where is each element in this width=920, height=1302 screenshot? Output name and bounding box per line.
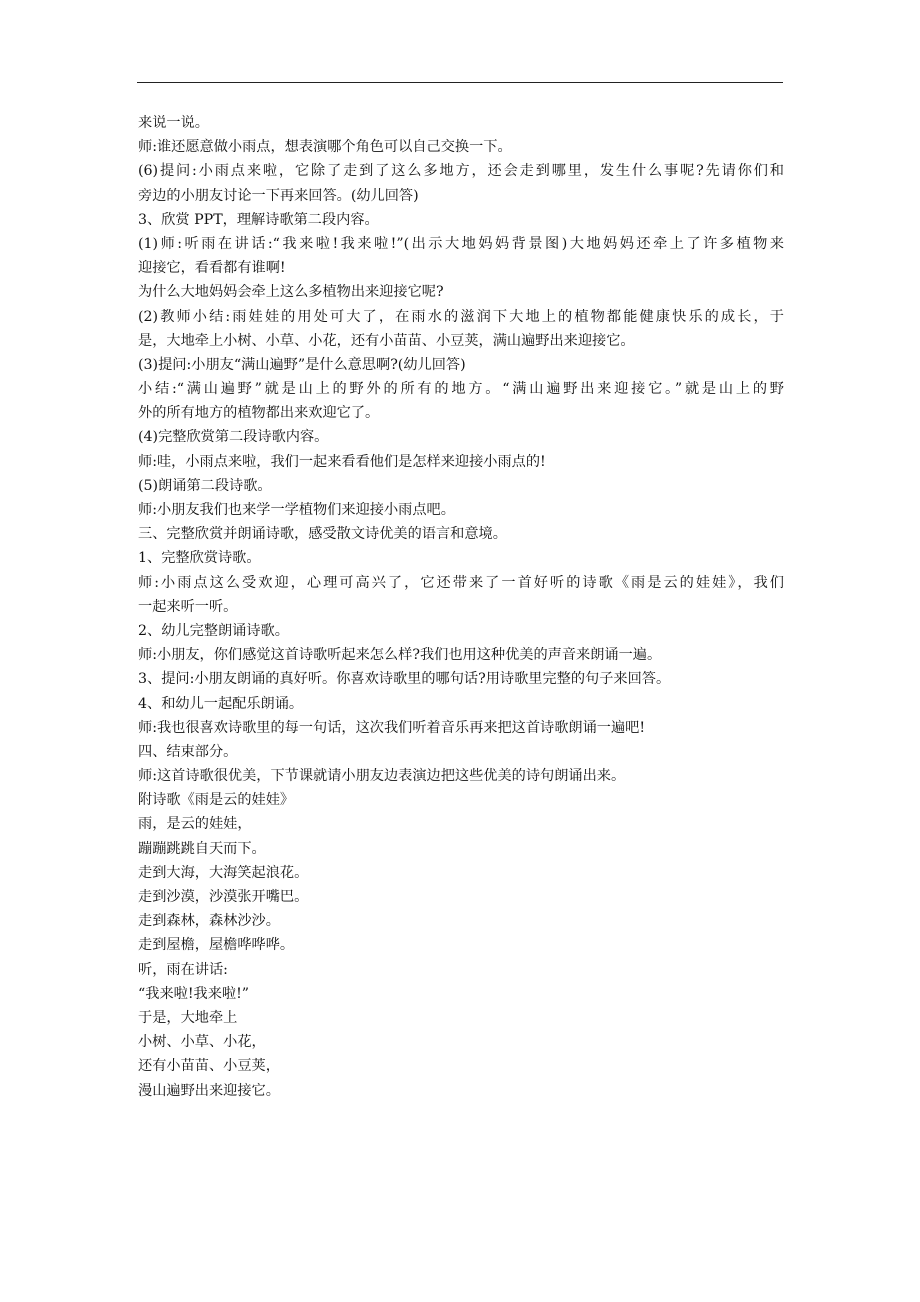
text-line: (4)完整欣赏第二段诗歌内容。 [138,429,329,446]
text-line: 师:谁还愿意做小雨点，想表演哪个角色可以自己交换一下。 [138,139,512,156]
text-line: 来说一说。 [138,115,209,131]
text-line: 小结:“满山遍野”就是山上的野外的所有的地方。“满山遍野出来迎接它。”就是山上的野 [138,381,784,398]
text-line: 迎接它，看看都有谁啊! [138,260,286,277]
poem-line: 雨，是云的娃娃， [138,816,252,833]
poem-line: 漫山遍野出来迎接它。 [138,1082,280,1099]
text-line: 1、完整欣赏诗歌。 [138,550,261,567]
poem-title: 附诗歌《雨是云的娃娃》 [138,792,295,809]
text-line: 师:小朋友，你们感觉这首诗歌听起来怎么样?我们也用这种优美的声音来朗诵一遍。 [138,647,662,664]
section-heading: 三、完整欣赏并朗诵诗歌，感受散文诗优美的语言和意境。 [138,526,507,543]
text-line: 一起来听一听。 [138,598,238,615]
poem-line: 于是，大地牵上 [138,1009,238,1026]
poem-line: 小树、小草、小花， [138,1034,266,1051]
text-line: 4、和幼儿一起配乐朗诵。 [138,695,304,712]
text-line: 外的所有地方的植物都出来欢迎它了。 [138,405,380,422]
text-line: (6)提问:小雨点来啦，它除了走到了这么多地方，还会走到哪里，发生什么事呢?先请你们和 [138,163,784,180]
header-rule [137,82,783,83]
text-line: 师:小朋友我们也来学一学植物们来迎接小雨点吧。 [138,502,455,518]
text-line: 师:这首诗歌很优美，下节课就请小朋友边表演边把这些优美的诗句朗诵出来。 [138,768,626,785]
document-body [138,111,784,1103]
text-line: (3)提问:小朋友“满山遍野”是什么意思啊?(幼儿回答) [138,356,466,373]
text-line: 3、提问:小朋友朗诵的真好听。你喜欢诗歌里的哪句话?用诗歌里完整的句子来回答。 [138,671,671,688]
section-heading: 3、欣赏 PPT，理解诗歌第二段内容。 [138,211,379,228]
text-line: 为什么大地妈妈会牵上这么多植物出来迎接它呢? [138,284,444,301]
text-line: 师:我也很喜欢诗歌里的每一句话，这次我们听着音乐再来把这首诗歌朗诵一遍吧! [138,719,646,736]
poem-line: 走到森林，森林沙沙。 [138,913,280,930]
text-line: 旁边的小朋友讨论一下再来回答。(幼儿回答) [138,187,419,204]
text-line: 是，大地牵上小树、小草、小花，还有小苗苗、小豆荚，满山遍野出来迎接它。 [138,332,635,349]
poem-line: 还有小苗苗、小豆荚， [138,1058,280,1075]
text-line: 师:哇，小雨点来啦，我们一起来看看他们是怎样来迎接小雨点的! [138,453,546,470]
section-heading: 四、结束部分。 [138,743,238,760]
text-line: (1)师:听雨在讲话:“我来啦!我来啦!”(出示大地妈妈背景图)大地妈妈还牵上了许多植物来 [138,235,784,252]
text-line: (2)教师小结:雨娃娃的用处可大了，在雨水的滋润下大地上的植物都能健康快乐的成长，于 [138,308,784,325]
text-line: 2、幼儿完整朗诵诗歌。 [138,622,289,639]
text-line: 师:小雨点这么受欢迎，心理可高兴了，它还带来了一首好听的诗歌《雨是云的娃娃》，我们 [138,574,784,591]
poem-line: 走到大海，大海笑起浪花。 [138,864,309,881]
text-line: (5)朗诵第二段诗歌。 [138,477,272,494]
poem-line: “我来啦!我来啦!” [138,985,250,1002]
poem-line: 走到屋檐，屋檐哗哗哗。 [138,937,295,954]
poem-line: 走到沙漠，沙漠张开嘴巴。 [138,889,309,905]
poem-line: 听，雨在讲话: [138,961,228,978]
poem-line: 蹦蹦跳跳自天而下。 [138,840,266,857]
